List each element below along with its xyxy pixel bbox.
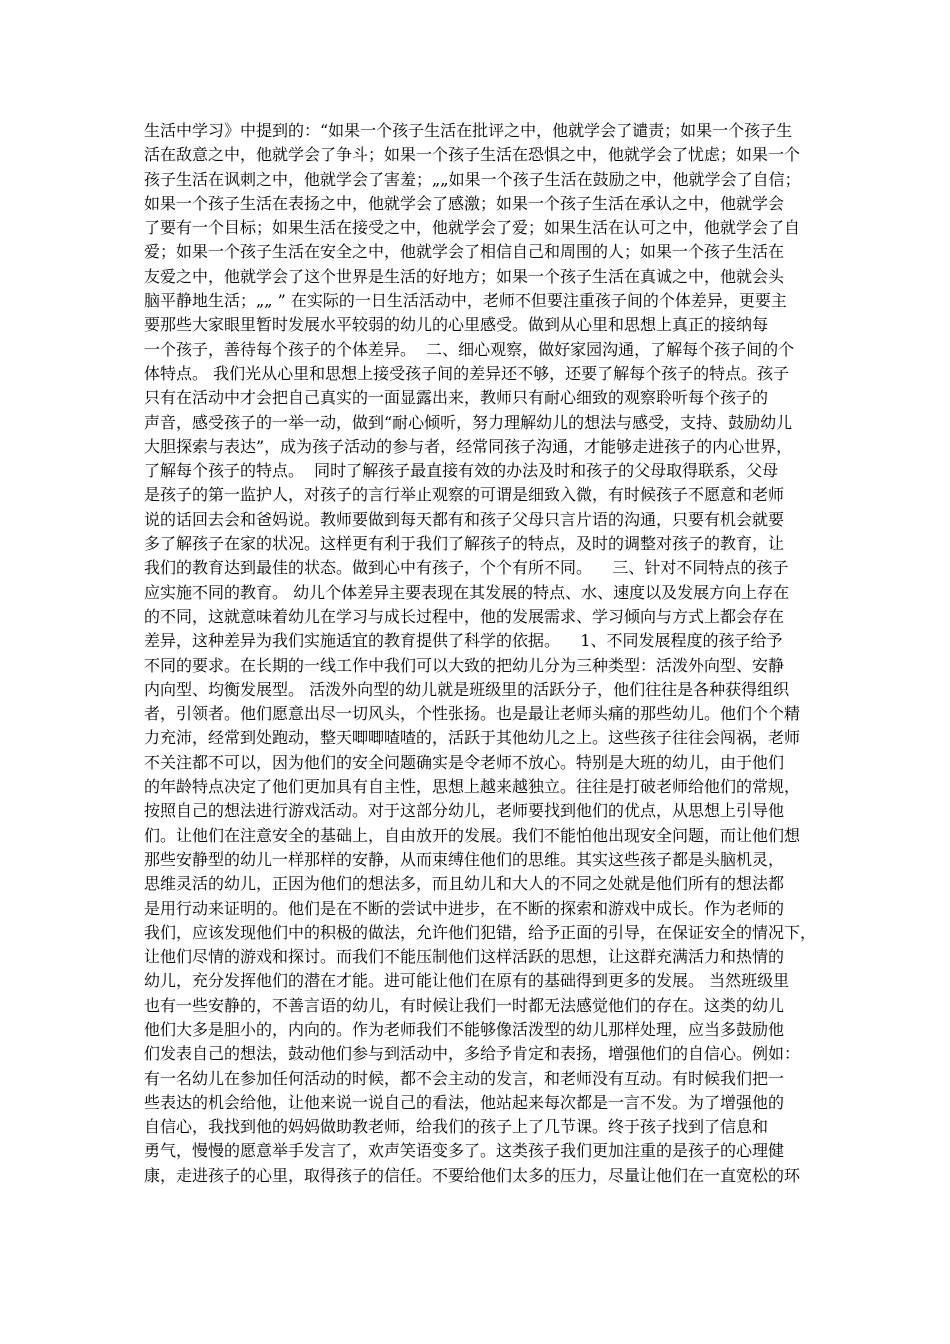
- text-line: 康，走进孩子的心里，取得孩子的信任。不要给他们太多的压力，尽量让他们在一直宽松的环: [144, 1165, 801, 1185]
- text-line: 生活中学习》中提到的：“如果一个孩子生活在批评之中，他就学会了谴责；如果一个孩子生: [144, 121, 793, 140]
- text-line: 差异，这种差异为我们实施适宜的教育提供了科学的依据。 1、不同发展程度的孩子给予: [144, 631, 783, 651]
- text-line: 应实施不同的教育。 幼儿个体差异主要表现在其发展的特点、水、速度以及发展方向上存在: [144, 582, 790, 602]
- text-line: 们。让他们在注意安全的基础上，自由放开的发展。我们不能怕他出现安全问题，而让他们想: [144, 825, 801, 845]
- text-line: 我们的教育达到最佳的状态。做到心中有孩子，个个有所不同。 三、针对不同特点的孩子: [144, 558, 789, 578]
- text-line: 声音，感受孩子的一举一动，做到“耐心倾听，努力理解幼儿的想法与感受，支持、鼓励幼儿: [144, 412, 793, 432]
- text-line: 活在敌意之中，他就学会了争斗；如果一个孩子生活在恐惧之中，他就学会了忧虑；如果一个: [144, 145, 801, 165]
- text-line: 些表达的机会给他，让他来说一说自己的看法，他站起来每次都是一言不发。为了增强他的: [144, 1092, 785, 1112]
- text-line: 一个孩子，善待每个孩子的个体差异。 二、细心观察，做好家园沟通，了解每个孩子间的个: [144, 339, 795, 359]
- text-line: 如果一个孩子生活在表扬之中，他就学会了感激；如果一个孩子生活在承认之中，他就学会: [144, 193, 785, 213]
- text-line: 的不同，这就意味着幼儿在学习与成长过程中，他的发展需求、学习倾向与方式上都会存在: [144, 606, 785, 626]
- text-line: 力充沛，经常到处跑动，整天唧唧喳喳的，活跃于其他幼儿之上。这些孩子往往会闯祸，老师: [144, 728, 801, 748]
- text-line: 大胆探索与表达”，成为孩子活动的参与者，经常同孩子沟通，才能够走进孩子的内心世界，: [144, 436, 793, 456]
- text-line: 爱；如果一个孩子生活在安全之中，他就学会了相信自己和周围的人；如果一个孩子生活在: [144, 242, 785, 262]
- text-line: 他们大多是胆小的，内向的。作为老师我们不能够像活泼型的幼儿那样处理，应当多鼓励他: [144, 1019, 785, 1039]
- text-line: 按照自己的想法进行游戏活动。对于这部分幼儿，老师要找到他们的优点，从思想上引导他: [144, 801, 785, 821]
- text-line: 不关注都不可以，因为他们的安全问题确实是令老师不放心。特别是大班的幼儿，由于他们: [144, 752, 785, 772]
- text-line: 说的话回去会和爸妈说。教师要做到每天都有和孩子父母只言片语的沟通，只要有机会就要: [144, 509, 785, 529]
- text-line: 多了解孩子在家的状况。这样更有利于我们了解孩子的特点，及时的调整对孩子的教育，让: [144, 534, 785, 554]
- text-line: 者，引领者。他们愿意出尽一切风头，个性张扬。也是最让老师头痛的那些幼儿。他们个个精: [144, 704, 801, 724]
- text-line: 孩子生活在讽刺之中，他就学会了害羞；„„如果一个孩子生活在鼓励之中，他就学会了自信；: [144, 169, 801, 189]
- text-line: 不同的要求。在长期的一线工作中我们可以大致的把幼儿分为三种类型：活泼外向型、安静: [144, 655, 785, 675]
- text-line: 体特点。 我们光从心里和思想上接受孩子间的差异还不够，还要了解每个孩子的特点。孩子: [144, 363, 790, 383]
- text-line: 也有一些安静的，不善言语的幼儿，有时候让我们一时都无法感觉他们的存在。这类的幼儿: [144, 995, 785, 1015]
- text-line: 了解每个孩子的特点。 同时了解孩子最直接有效的办法及时和孩子的父母取得联系，父母: [144, 461, 779, 481]
- text-line: 内向型、均衡发展型。 活泼外向型的幼儿就是班级里的活跃分子，他们往往是各种获得组织: [144, 679, 790, 699]
- text-line: 有一名幼儿在参加任何活动的时候，都不会主动的发言，和老师没有互动。有时候我们把一: [144, 1068, 785, 1088]
- text-line: 幼儿，充分发挥他们的潜在才能。进可能让他们在原有的基础得到更多的发展。 当然班级里: [144, 971, 790, 991]
- text-line: 自信心，我找到他的妈妈做助教老师，给我们的孩子上了几节课。终于孩子找到了信息和: [144, 1117, 769, 1137]
- text-line: 是孩子的第一监护人，对孩子的言行举止观察的可谓是细致入微，有时候孩子不愿意和老师: [144, 485, 785, 505]
- body-text: [144, 119, 824, 1188]
- text-line: 让他们尽情的游戏和探讨。而我们不能压制他们这样活跃的思想，让这群充满活力和热情的: [144, 947, 785, 967]
- text-line: 是用行动来证明的。他们是在不断的尝试中进步，在不断的探索和游戏中成长。作为老师的: [144, 898, 785, 918]
- text-line: 思维灵活的幼儿，正因为他们的想法多，而且幼儿和大人的不同之处就是他们所有的想法都: [144, 874, 785, 894]
- text-line: 脑平静地生活；„„ ” 在实际的一日生活活动中，老师不但要注重孩子间的个体差异，更要主: [144, 291, 787, 311]
- text-line: 勇气，慢慢的愿意举手发言了，欢声笑语变多了。这类孩子我们更加注重的是孩子的心理健: [144, 1141, 785, 1161]
- text-line: 只有在活动中才会把自己真实的一面显露出来，教师只有耐心细致的观察聆听每个孩子的: [144, 388, 769, 408]
- text-line: 我们，应该发现他们中的积极的做法，允许他们犯错，给予正面的引导，在保证安全的情况下，: [144, 922, 817, 942]
- text-line: 友爱之中，他就学会了这个世界是生活的好地方；如果一个孩子生活在真诚之中，他就会头: [144, 266, 785, 286]
- text-line: 们发表自己的想法，鼓动他们参与到活动中，多给予肯定和表扬，增强他们的自信心。例如：: [144, 1044, 801, 1064]
- text-line: 了要有一个目标；如果生活在接受之中，他就学会了爱；如果生活在认可之中，他就学会了自: [144, 218, 801, 238]
- text-line: 的年龄特点决定了他们更加具有自主性，思想上越来越独立。往往是打破老师给他们的常规，: [144, 777, 801, 797]
- text-line: 那些安静型的幼儿一样那样的安静，从而束缚住他们的思维。其实这些孩子都是头脑机灵，: [144, 849, 785, 869]
- text-line: 要那些大家眼里暂时发展水平较弱的幼儿的心里感受。做到从心里和思想上真正的接纳每: [144, 315, 769, 335]
